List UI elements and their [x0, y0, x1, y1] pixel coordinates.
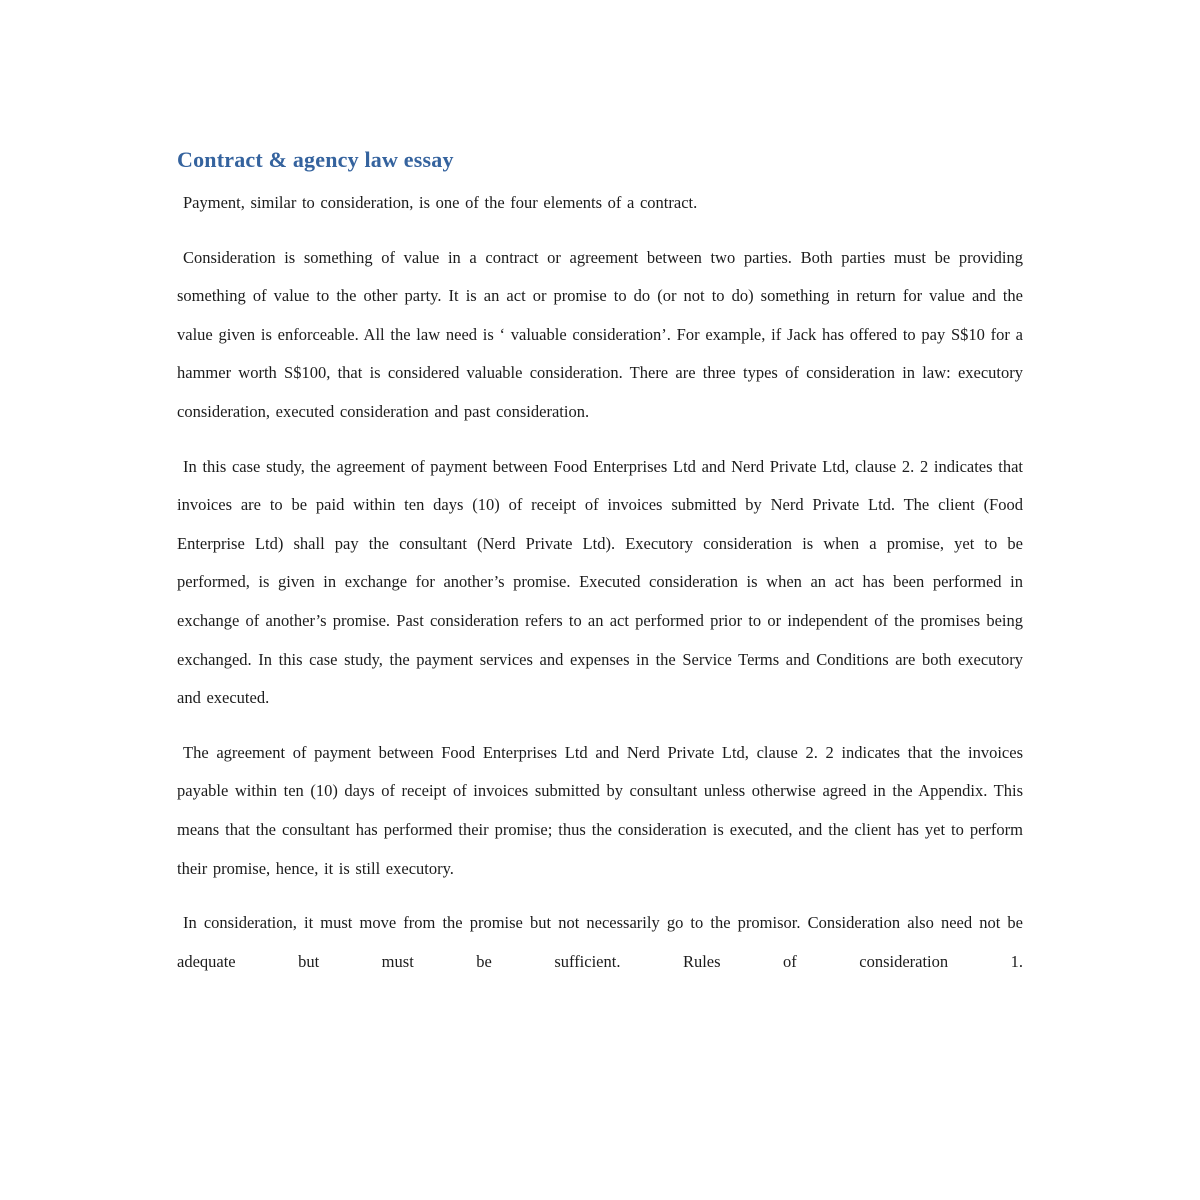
page-title: Contract & agency law essay — [177, 147, 454, 172]
paragraph-4: The agreement of payment between Food Enterprises Ltd and Nerd Private Ltd, clause 2. 2 indicates that the invoices payable within ten (10) days of receipt of invoices submitted by consultant unless otherwise agreed in the Appendix. This means that the consultant has performed their promise; thus the consideration is executed, and the client has yet to perform their promise, hence, it is still executory. — [177, 742, 1023, 878]
document-content — [177, 145, 1023, 997]
paragraph-2: Consideration is something of value in a contract or agreement between two parties. Both parties must be providing something of value to the other party. It is an act or promise to do (or not to do) something in return for value and the value given is enforceable. All the law need is ‘ valuable consideration’. For example, if Jack has offered to pay S$10 for a hammer worth S$100, that is considered valuable consideration. There are three types of consideration in law: executory consideration, executed consideration and past consideration. — [177, 247, 1023, 421]
paragraph-1: Payment, similar to consideration, is one of the four elements of a contract. — [183, 193, 698, 212]
paragraph-3: In this case study, the agreement of payment between Food Enterprises Ltd and Nerd Private Ltd, clause 2. 2 indicates that invoices are to be paid within ten days (10) of receipt of invoices submitted by Nerd Private Ltd. The client (Food Enterprise Ltd) shall pay the consultant (Nerd Private Ltd). Executory consideration is when a promise, yet to be performed, is given in exchange for another’s promise. Executed consideration is when an act has been performed in exchange of another’s promise. Past consideration refers to an act performed prior to or independent of the promises being exchanged. In this case study, the payment services and expenses in the Service Terms and Conditions are both executory and executed. — [177, 456, 1023, 708]
paragraph-5: In consideration, it must move from the promise but not necessarily go to the promisor. Consideration also need not be adequate but must be sufficient. Rules of consideration 1. — [177, 913, 1023, 971]
